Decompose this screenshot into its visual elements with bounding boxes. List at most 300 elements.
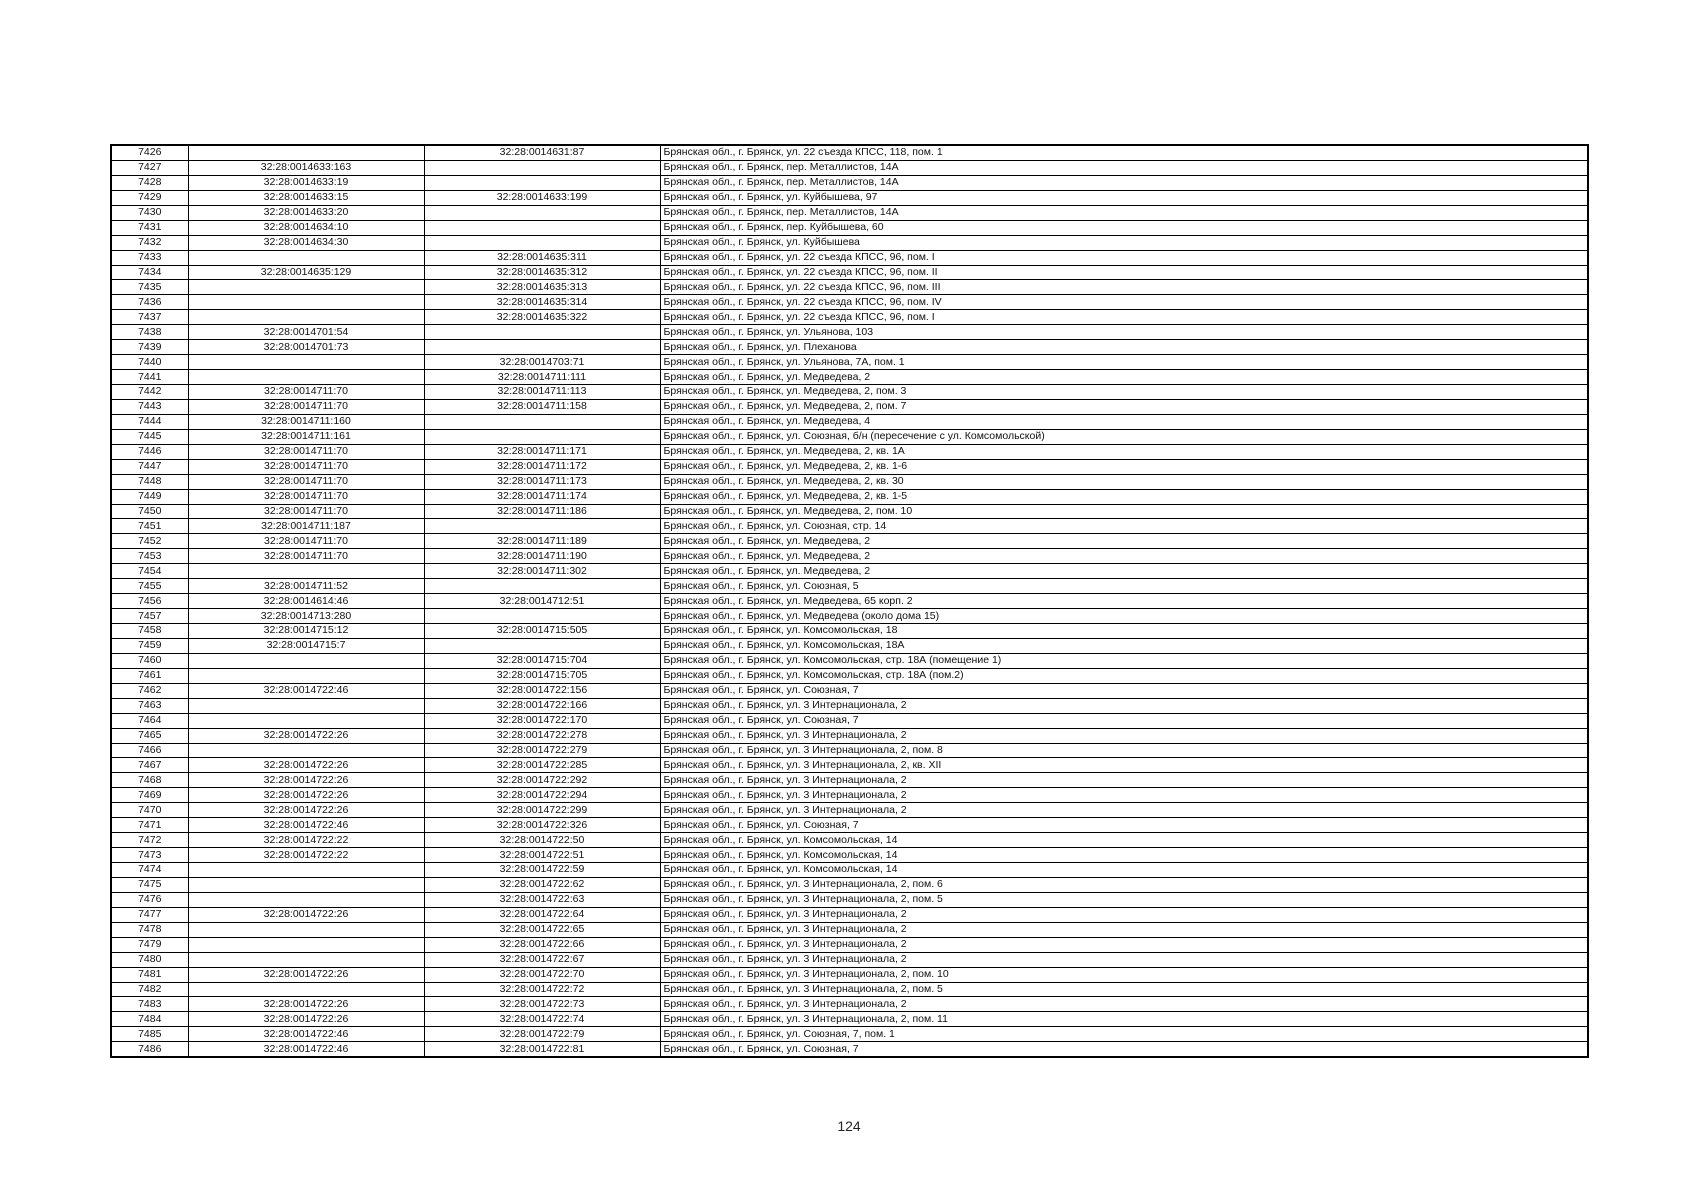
table-row [111, 803, 1588, 818]
row-number-cell: 7451 [111, 519, 188, 534]
table-row [111, 848, 1588, 863]
address-cell: Брянская обл., г. Брянск, ул. 22 съезда КПСС, 118, пом. 1 [660, 145, 1588, 160]
row-number-cell: 7482 [111, 982, 188, 997]
parcel-number-cell [188, 982, 424, 997]
table-row [111, 340, 1588, 355]
parcel-number-cell: 32:28:0014633:20 [188, 205, 424, 220]
table-row [111, 653, 1588, 668]
row-number-cell: 7431 [111, 220, 188, 235]
table-row [111, 743, 1588, 758]
row-number-cell: 7433 [111, 250, 188, 265]
table-row [111, 429, 1588, 444]
parcel-number-cell: 32:28:0014711:160 [188, 414, 424, 429]
address-cell: Брянская обл., г. Брянск, ул. Союзная, б/н (пересечение с ул. Комсомольской) [660, 429, 1588, 444]
table-row [111, 235, 1588, 250]
object-number-cell: 32:28:0014722:73 [424, 997, 660, 1012]
address-cell: Брянская обл., г. Брянск, ул. Комсомольская, 14 [660, 848, 1588, 863]
table-row [111, 310, 1588, 325]
object-number-cell: 32:28:0014711:111 [424, 370, 660, 385]
parcel-number-cell: 32:28:0014634:10 [188, 220, 424, 235]
object-number-cell: 32:28:0014722:166 [424, 698, 660, 713]
address-cell: Брянская обл., г. Брянск, ул. Медведева, 2 [660, 370, 1588, 385]
object-number-cell: 32:28:0014722:279 [424, 743, 660, 758]
row-number-cell: 7464 [111, 713, 188, 728]
row-number-cell: 7454 [111, 564, 188, 579]
address-cell: Брянская обл., г. Брянск, ул. Ульянова, 7А, пом. 1 [660, 355, 1588, 370]
row-number-cell: 7472 [111, 833, 188, 848]
address-cell: Брянская обл., г. Брянск, ул. Союзная, 7 [660, 818, 1588, 833]
address-cell: Брянская обл., г. Брянск, ул. Комсомольская, 14 [660, 863, 1588, 878]
object-number-cell [424, 220, 660, 235]
row-number-cell: 7432 [111, 235, 188, 250]
table-row [111, 175, 1588, 190]
address-cell: Брянская обл., г. Брянск, ул. 3 Интернационала, 2 [660, 922, 1588, 937]
object-number-cell: 32:28:0014722:65 [424, 922, 660, 937]
table-row [111, 728, 1588, 743]
object-number-cell: 32:28:0014715:705 [424, 668, 660, 683]
object-number-cell: 32:28:0014711:171 [424, 444, 660, 459]
object-number-cell [424, 609, 660, 624]
address-cell: Брянская обл., г. Брянск, ул. Комсомольская, 18 [660, 624, 1588, 639]
row-number-cell: 7485 [111, 1027, 188, 1042]
table-row [111, 609, 1588, 624]
table-row [111, 355, 1588, 370]
row-number-cell: 7439 [111, 340, 188, 355]
table-row [111, 370, 1588, 385]
object-number-cell: 32:28:0014722:285 [424, 758, 660, 773]
address-cell: Брянская обл., г. Брянск, ул. Союзная, 7 [660, 1042, 1588, 1057]
object-number-cell: 32:28:0014711:186 [424, 504, 660, 519]
object-number-cell: 32:28:0014633:199 [424, 190, 660, 205]
table-row [111, 907, 1588, 922]
table-row [111, 459, 1588, 474]
parcel-number-cell [188, 145, 424, 160]
row-number-cell: 7458 [111, 624, 188, 639]
row-number-cell: 7468 [111, 773, 188, 788]
table-row [111, 519, 1588, 534]
parcel-number-cell: 32:28:0014722:26 [188, 773, 424, 788]
object-number-cell: 32:28:0014711:189 [424, 534, 660, 549]
table-row [111, 504, 1588, 519]
object-number-cell [424, 325, 660, 340]
table-row [111, 160, 1588, 175]
row-number-cell: 7463 [111, 698, 188, 713]
table-row [111, 564, 1588, 579]
parcel-number-cell: 32:28:0014633:19 [188, 175, 424, 190]
object-number-cell: 32:28:0014722:326 [424, 818, 660, 833]
table-row [111, 773, 1588, 788]
object-number-cell: 32:28:0014722:66 [424, 937, 660, 952]
table-row [111, 280, 1588, 295]
object-number-cell [424, 160, 660, 175]
parcel-number-cell: 32:28:0014711:161 [188, 429, 424, 444]
row-number-cell: 7461 [111, 668, 188, 683]
row-number-cell: 7438 [111, 325, 188, 340]
address-cell: Брянская обл., г. Брянск, ул. 3 Интернационала, 2 [660, 907, 1588, 922]
object-number-cell [424, 519, 660, 534]
parcel-number-cell [188, 713, 424, 728]
table-row [111, 145, 1588, 160]
row-number-cell: 7473 [111, 848, 188, 863]
parcel-number-cell: 32:28:0014711:70 [188, 385, 424, 400]
parcel-number-cell: 32:28:0014722:26 [188, 1012, 424, 1027]
address-cell: Брянская обл., г. Брянск, ул. 3 Интернационала, 2, пом. 11 [660, 1012, 1588, 1027]
address-cell: Брянская обл., г. Брянск, ул. 3 Интернационала, 2 [660, 773, 1588, 788]
address-cell: Брянская обл., г. Брянск, ул. 22 съезда КПСС, 96, пом. IV [660, 295, 1588, 310]
parcel-number-cell [188, 698, 424, 713]
object-number-cell: 32:28:0014711:174 [424, 489, 660, 504]
row-number-cell: 7426 [111, 145, 188, 160]
address-cell: Брянская обл., г. Брянск, ул. Союзная, 5 [660, 579, 1588, 594]
table-row [111, 534, 1588, 549]
object-number-cell [424, 235, 660, 250]
object-number-cell: 32:28:0014722:63 [424, 892, 660, 907]
parcel-number-cell [188, 863, 424, 878]
table-row [111, 579, 1588, 594]
parcel-number-cell: 32:28:0014711:70 [188, 504, 424, 519]
object-number-cell: 32:28:0014722:72 [424, 982, 660, 997]
address-cell: Брянская обл., г. Брянск, ул. Медведева, 2, пом. 3 [660, 385, 1588, 400]
table-row [111, 594, 1588, 609]
address-cell: Брянская обл., г. Брянск, ул. Союзная, стр. 14 [660, 519, 1588, 534]
parcel-number-cell [188, 370, 424, 385]
address-cell: Брянская обл., г. Брянск, ул. Медведева, 2 [660, 549, 1588, 564]
row-number-cell: 7486 [111, 1042, 188, 1057]
table-row [111, 399, 1588, 414]
address-cell: Брянская обл., г. Брянск, ул. Союзная, 7 [660, 713, 1588, 728]
parcel-number-cell [188, 295, 424, 310]
object-number-cell [424, 340, 660, 355]
parcel-number-cell: 32:28:0014722:26 [188, 788, 424, 803]
parcel-number-cell: 32:28:0014711:70 [188, 444, 424, 459]
object-number-cell: 32:28:0014712:51 [424, 594, 660, 609]
parcel-number-cell: 32:28:0014711:70 [188, 534, 424, 549]
table-row [111, 967, 1588, 982]
address-cell: Брянская обл., г. Брянск, ул. 22 съезда КПСС, 96, пом. II [660, 265, 1588, 280]
address-cell: Брянская обл., г. Брянск, ул. Медведева, 2, кв. 30 [660, 474, 1588, 489]
object-number-cell: 32:28:0014722:156 [424, 683, 660, 698]
row-number-cell: 7465 [111, 728, 188, 743]
address-cell: Брянская обл., г. Брянск, ул. Союзная, 7, пом. 1 [660, 1027, 1588, 1042]
address-cell: Брянская обл., г. Брянск, ул. Медведева, 4 [660, 414, 1588, 429]
parcel-number-cell: 32:28:0014722:22 [188, 833, 424, 848]
address-cell: Брянская обл., г. Брянск, ул. 22 съезда КПСС, 96, пом. III [660, 280, 1588, 295]
parcel-number-cell: 32:28:0014722:46 [188, 818, 424, 833]
row-number-cell: 7475 [111, 877, 188, 892]
address-cell: Брянская обл., г. Брянск, ул. 3 Интернационала, 2 [660, 788, 1588, 803]
row-number-cell: 7459 [111, 638, 188, 653]
row-number-cell: 7446 [111, 444, 188, 459]
table-row [111, 638, 1588, 653]
parcel-number-cell [188, 892, 424, 907]
row-number-cell: 7470 [111, 803, 188, 818]
parcel-number-cell [188, 668, 424, 683]
table-row [111, 444, 1588, 459]
table-row [111, 877, 1588, 892]
row-number-cell: 7435 [111, 280, 188, 295]
object-number-cell: 32:28:0014722:59 [424, 863, 660, 878]
row-number-cell: 7444 [111, 414, 188, 429]
address-cell: Брянская обл., г. Брянск, пер. Металлистов, 14А [660, 175, 1588, 190]
table-row [111, 489, 1588, 504]
table-row [111, 385, 1588, 400]
object-number-cell: 32:28:0014711:302 [424, 564, 660, 579]
address-cell: Брянская обл., г. Брянск, ул. 3 Интернационала, 2 [660, 997, 1588, 1012]
address-cell: Брянская обл., г. Брянск, пер. Металлистов, 14А [660, 160, 1588, 175]
table-row [111, 892, 1588, 907]
parcel-number-cell: 32:28:0014713:280 [188, 609, 424, 624]
address-cell: Брянская обл., г. Брянск, пер. Куйбышева, 60 [660, 220, 1588, 235]
object-number-cell: 32:28:0014722:67 [424, 952, 660, 967]
parcel-number-cell: 32:28:0014633:163 [188, 160, 424, 175]
address-cell: Брянская обл., г. Брянск, ул. 22 съезда КПСС, 96, пом. I [660, 250, 1588, 265]
table-row [111, 1012, 1588, 1027]
row-number-cell: 7456 [111, 594, 188, 609]
parcel-number-cell: 32:28:0014722:26 [188, 997, 424, 1012]
object-number-cell: 32:28:0014635:311 [424, 250, 660, 265]
table-row [111, 952, 1588, 967]
object-number-cell [424, 638, 660, 653]
object-number-cell: 32:28:0014722:50 [424, 833, 660, 848]
row-number-cell: 7448 [111, 474, 188, 489]
address-cell: Брянская обл., г. Брянск, ул. 3 Интернационала, 2, пом. 6 [660, 877, 1588, 892]
parcel-number-cell [188, 564, 424, 579]
object-number-cell: 32:28:0014722:278 [424, 728, 660, 743]
row-number-cell: 7478 [111, 922, 188, 937]
parcel-number-cell: 32:28:0014722:26 [188, 728, 424, 743]
address-cell: Брянская обл., г. Брянск, ул. Медведева, 2 [660, 564, 1588, 579]
table-row [111, 265, 1588, 280]
row-number-cell: 7445 [111, 429, 188, 444]
table-row [111, 922, 1588, 937]
object-number-cell: 32:28:0014631:87 [424, 145, 660, 160]
parcel-number-cell [188, 877, 424, 892]
table-row [111, 220, 1588, 235]
address-cell: Брянская обл., г. Брянск, ул. Медведева, 2, пом. 7 [660, 399, 1588, 414]
table-row [111, 414, 1588, 429]
object-number-cell: 32:28:0014635:314 [424, 295, 660, 310]
page-number: 124 [837, 1118, 861, 1134]
parcel-number-cell: 32:28:0014614:46 [188, 594, 424, 609]
parcel-number-cell: 32:28:0014711:70 [188, 549, 424, 564]
row-number-cell: 7484 [111, 1012, 188, 1027]
row-number-cell: 7430 [111, 205, 188, 220]
parcel-number-cell [188, 922, 424, 937]
address-cell: Брянская обл., г. Брянск, ул. 3 Интернационала, 2 [660, 728, 1588, 743]
object-number-cell: 32:28:0014711:113 [424, 385, 660, 400]
address-cell: Брянская обл., г. Брянск, ул. Комсомольская, 14 [660, 833, 1588, 848]
table-row [111, 205, 1588, 220]
object-number-cell: 32:28:0014722:62 [424, 877, 660, 892]
parcel-number-cell: 32:28:0014701:73 [188, 340, 424, 355]
parcel-number-cell: 32:28:0014722:26 [188, 758, 424, 773]
row-number-cell: 7437 [111, 310, 188, 325]
parcel-number-cell [188, 355, 424, 370]
object-number-cell: 32:28:0014635:322 [424, 310, 660, 325]
address-cell: Брянская обл., г. Брянск, ул. Медведева, 2, кв. 1А [660, 444, 1588, 459]
address-cell: Брянская обл., г. Брянск, ул. 3 Интернационала, 2, пом. 8 [660, 743, 1588, 758]
parcel-number-cell: 32:28:0014711:70 [188, 474, 424, 489]
parcel-number-cell: 32:28:0014711:70 [188, 459, 424, 474]
parcel-number-cell [188, 250, 424, 265]
parcel-number-cell [188, 280, 424, 295]
parcel-number-cell [188, 310, 424, 325]
parcel-number-cell: 32:28:0014715:7 [188, 638, 424, 653]
object-number-cell: 32:28:0014711:190 [424, 549, 660, 564]
row-number-cell: 7462 [111, 683, 188, 698]
table-row [111, 997, 1588, 1012]
object-number-cell: 32:28:0014711:173 [424, 474, 660, 489]
object-number-cell: 32:28:0014722:74 [424, 1012, 660, 1027]
table-row [111, 683, 1588, 698]
table-row [111, 474, 1588, 489]
table-row [111, 698, 1588, 713]
address-cell: Брянская обл., г. Брянск, ул. 3 Интернационала, 2, кв. XII [660, 758, 1588, 773]
object-number-cell: 32:28:0014715:704 [424, 653, 660, 668]
table-row [111, 758, 1588, 773]
row-number-cell: 7427 [111, 160, 188, 175]
row-number-cell: 7449 [111, 489, 188, 504]
row-number-cell: 7469 [111, 788, 188, 803]
cadastral-table [110, 144, 1589, 1058]
address-cell: Брянская обл., г. Брянск, ул. 3 Интернационала, 2 [660, 803, 1588, 818]
table-row [111, 713, 1588, 728]
parcel-number-cell: 32:28:0014711:70 [188, 399, 424, 414]
table-row [111, 325, 1588, 340]
row-number-cell: 7479 [111, 937, 188, 952]
parcel-number-cell: 32:28:0014722:26 [188, 907, 424, 922]
address-cell: Брянская обл., г. Брянск, ул. 22 съезда КПСС, 96, пом. I [660, 310, 1588, 325]
object-number-cell: 32:28:0014722:64 [424, 907, 660, 922]
address-cell: Брянская обл., г. Брянск, ул. 3 Интернационала, 2, пом. 5 [660, 892, 1588, 907]
parcel-number-cell: 32:28:0014722:46 [188, 1027, 424, 1042]
object-number-cell [424, 579, 660, 594]
object-number-cell: 32:28:0014722:294 [424, 788, 660, 803]
row-number-cell: 7474 [111, 863, 188, 878]
object-number-cell [424, 205, 660, 220]
object-number-cell: 32:28:0014722:292 [424, 773, 660, 788]
row-number-cell: 7442 [111, 385, 188, 400]
object-number-cell: 32:28:0014722:299 [424, 803, 660, 818]
parcel-number-cell: 32:28:0014722:26 [188, 803, 424, 818]
table-row [111, 833, 1588, 848]
parcel-number-cell: 32:28:0014722:46 [188, 683, 424, 698]
table-row [111, 982, 1588, 997]
table-row [111, 295, 1588, 310]
address-cell: Брянская обл., г. Брянск, ул. Медведева, 65 корп. 2 [660, 594, 1588, 609]
address-cell: Брянская обл., г. Брянск, ул. Медведева, 2, кв. 1-5 [660, 489, 1588, 504]
address-cell: Брянская обл., г. Брянск, ул. 3 Интернационала, 2 [660, 937, 1588, 952]
object-number-cell: 32:28:0014722:170 [424, 713, 660, 728]
object-number-cell: 32:28:0014722:81 [424, 1042, 660, 1057]
object-number-cell: 32:28:0014715:505 [424, 624, 660, 639]
parcel-number-cell: 32:28:0014722:22 [188, 848, 424, 863]
row-number-cell: 7440 [111, 355, 188, 370]
row-number-cell: 7452 [111, 534, 188, 549]
address-cell: Брянская обл., г. Брянск, ул. Союзная, 7 [660, 683, 1588, 698]
table-row [111, 1027, 1588, 1042]
address-cell: Брянская обл., г. Брянск, ул. 3 Интернационала, 2, пом. 5 [660, 982, 1588, 997]
object-number-cell [424, 414, 660, 429]
object-number-cell: 32:28:0014722:79 [424, 1027, 660, 1042]
row-number-cell: 7466 [111, 743, 188, 758]
parcel-number-cell: 32:28:0014701:54 [188, 325, 424, 340]
object-number-cell: 32:28:0014711:172 [424, 459, 660, 474]
table-row [111, 549, 1588, 564]
address-cell: Брянская обл., г. Брянск, пер. Металлистов, 14А [660, 205, 1588, 220]
parcel-number-cell: 32:28:0014711:70 [188, 489, 424, 504]
address-cell: Брянская обл., г. Брянск, ул. Медведева, 2, пом. 10 [660, 504, 1588, 519]
row-number-cell: 7477 [111, 907, 188, 922]
address-cell: Брянская обл., г. Брянск, ул. Медведева, 2, кв. 1-6 [660, 459, 1588, 474]
row-number-cell: 7447 [111, 459, 188, 474]
address-cell: Брянская обл., г. Брянск, ул. 3 Интернационала, 2, пом. 10 [660, 967, 1588, 982]
parcel-number-cell: 32:28:0014722:46 [188, 1042, 424, 1057]
object-number-cell: 32:28:0014703:71 [424, 355, 660, 370]
parcel-number-cell: 32:28:0014711:187 [188, 519, 424, 534]
table-body [111, 145, 1588, 1057]
table-row [111, 937, 1588, 952]
object-number-cell: 32:28:0014722:51 [424, 848, 660, 863]
parcel-number-cell: 32:28:0014715:12 [188, 624, 424, 639]
address-cell: Брянская обл., г. Брянск, ул. Комсомольская, стр. 18А (помещение 1) [660, 653, 1588, 668]
row-number-cell: 7450 [111, 504, 188, 519]
object-number-cell: 32:28:0014635:313 [424, 280, 660, 295]
table-row [111, 863, 1588, 878]
row-number-cell: 7429 [111, 190, 188, 205]
row-number-cell: 7460 [111, 653, 188, 668]
row-number-cell: 7481 [111, 967, 188, 982]
row-number-cell: 7434 [111, 265, 188, 280]
row-number-cell: 7441 [111, 370, 188, 385]
address-cell: Брянская обл., г. Брянск, ул. Медведева (около дома 15) [660, 609, 1588, 624]
row-number-cell: 7467 [111, 758, 188, 773]
parcel-number-cell: 32:28:0014634:30 [188, 235, 424, 250]
parcel-number-cell: 32:28:0014711:52 [188, 579, 424, 594]
table-row [111, 190, 1588, 205]
parcel-number-cell [188, 952, 424, 967]
table-row [111, 624, 1588, 639]
object-number-cell: 32:28:0014722:70 [424, 967, 660, 982]
address-cell: Брянская обл., г. Брянск, ул. Ульянова, 103 [660, 325, 1588, 340]
table-row [111, 788, 1588, 803]
address-cell: Брянская обл., г. Брянск, ул. Комсомольская, стр. 18А (пом.2) [660, 668, 1588, 683]
row-number-cell: 7436 [111, 295, 188, 310]
row-number-cell: 7428 [111, 175, 188, 190]
table-row [111, 818, 1588, 833]
row-number-cell: 7483 [111, 997, 188, 1012]
row-number-cell: 7455 [111, 579, 188, 594]
address-cell: Брянская обл., г. Брянск, ул. Комсомольская, 18А [660, 638, 1588, 653]
address-cell: Брянская обл., г. Брянск, ул. Плеханова [660, 340, 1588, 355]
parcel-number-cell [188, 743, 424, 758]
row-number-cell: 7476 [111, 892, 188, 907]
address-cell: Брянская обл., г. Брянск, ул. 3 Интернационала, 2 [660, 698, 1588, 713]
row-number-cell: 7453 [111, 549, 188, 564]
address-cell: Брянская обл., г. Брянск, ул. Куйбышева [660, 235, 1588, 250]
parcel-number-cell [188, 937, 424, 952]
table-row [111, 1042, 1588, 1057]
object-number-cell: 32:28:0014711:158 [424, 399, 660, 414]
object-number-cell [424, 175, 660, 190]
row-number-cell: 7443 [111, 399, 188, 414]
object-number-cell [424, 429, 660, 444]
parcel-number-cell: 32:28:0014633:15 [188, 190, 424, 205]
parcel-number-cell [188, 653, 424, 668]
parcel-number-cell: 32:28:0014635:129 [188, 265, 424, 280]
address-cell: Брянская обл., г. Брянск, ул. Куйбышева, 97 [660, 190, 1588, 205]
table-row [111, 250, 1588, 265]
